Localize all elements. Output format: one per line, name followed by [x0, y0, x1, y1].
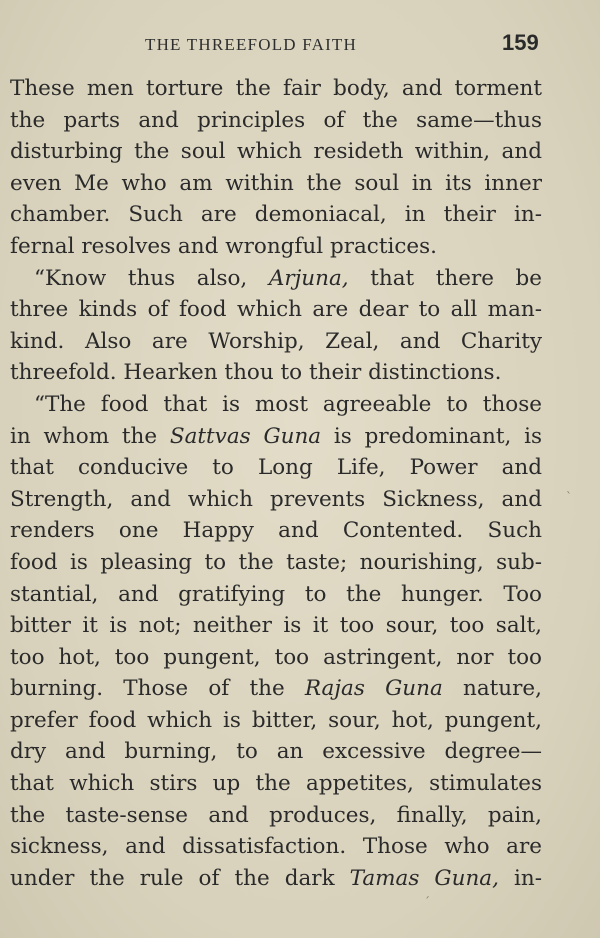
text-span: prefer food which is bitter, sour, hot, pungent,: [10, 707, 542, 733]
text-line: [10, 484, 542, 516]
text-span: “Know thus also,: [34, 265, 269, 291]
text-line: [10, 199, 542, 231]
text-line: [10, 579, 542, 611]
paper-mark: ˊ: [424, 895, 430, 909]
italic-phrase: Arjuna,: [268, 265, 349, 291]
text-span: the taste-sense and produces, finally, pain,: [10, 802, 542, 828]
text-span: is predominant, is: [321, 423, 542, 449]
text-line: [10, 294, 542, 326]
text-line: [10, 357, 542, 389]
text-span: in whom the: [10, 423, 170, 449]
text-line: [10, 73, 542, 105]
text-span: burning. Those of the: [10, 676, 305, 702]
page-number: 159: [502, 30, 539, 55]
text-span: kind. Also are Worship, Zeal, and Charity: [10, 328, 542, 354]
text-line: [10, 705, 542, 737]
text-line: [10, 831, 542, 863]
text-span: nature,: [442, 676, 542, 702]
body-text: [10, 73, 542, 894]
italic-phrase: Sattvas Guna: [169, 423, 322, 449]
text-line: [10, 326, 542, 358]
text-span: food is pleasing to the taste; nourishing, sub-: [10, 549, 542, 575]
text-span: the parts and principles of the same—thus: [10, 107, 542, 133]
text-span: too hot, too pungent, too astringent, nor too: [10, 644, 542, 670]
text-line: [10, 263, 542, 295]
text-span: that which stirs up the appetites, stimulates: [10, 771, 542, 797]
text-span: sickness, and dissatisfaction. Those who are: [10, 834, 542, 860]
text-line: [10, 515, 542, 547]
text-span: even Me who am within the soul in its inner: [10, 170, 542, 196]
text-span: threefold. Hearken thou to their distinctions.: [10, 360, 502, 386]
text-line: [10, 389, 542, 421]
text-line: [10, 736, 542, 768]
text-line: [10, 547, 542, 579]
text-line: [10, 863, 542, 895]
text-span: “The food that is most agreeable to those: [34, 391, 542, 417]
paper-mark: ˋ: [566, 490, 572, 504]
text-line: [10, 168, 542, 200]
text-span: under the rule of the dark: [10, 865, 350, 891]
page-header: [0, 30, 600, 64]
text-span: in-: [498, 865, 542, 891]
italic-phrase: Rajas Guna: [304, 676, 443, 702]
text-line: [10, 673, 542, 705]
text-span: chamber. Such are demoniacal, in their in-: [10, 202, 542, 228]
text-span: three kinds of food which are dear to all man-: [10, 297, 542, 323]
text-span: renders one Happy and Contented. Such: [10, 518, 542, 544]
text-line: [10, 231, 542, 263]
text-line: [10, 105, 542, 137]
running-head: THE THREEFOLD FAITH: [145, 35, 357, 54]
text-span: stantial, and gratifying to the hunger. Too: [10, 581, 542, 607]
text-span: disturbing the soul which resideth within, and: [10, 139, 542, 165]
text-line: [10, 610, 542, 642]
text-line: [10, 421, 542, 453]
text-span: fernal resolves and wrongful practices.: [10, 233, 437, 259]
text-span: These men torture the fair body, and torment: [10, 76, 542, 101]
text-span: Strength, and which prevents Sickness, and: [10, 486, 542, 512]
text-span: dry and burning, to an excessive degree—: [10, 739, 542, 765]
text-span: that conducive to Long Life, Power and: [10, 455, 542, 481]
italic-phrase: Tamas Guna,: [349, 865, 499, 891]
text-span: bitter it is not; neither is it too sour, too salt,: [10, 613, 542, 639]
text-line: [10, 136, 542, 168]
text-span: that there be: [348, 265, 542, 291]
text-line: [10, 642, 542, 674]
text-line: [10, 768, 542, 800]
text-line: [10, 800, 542, 832]
text-line: [10, 452, 542, 484]
